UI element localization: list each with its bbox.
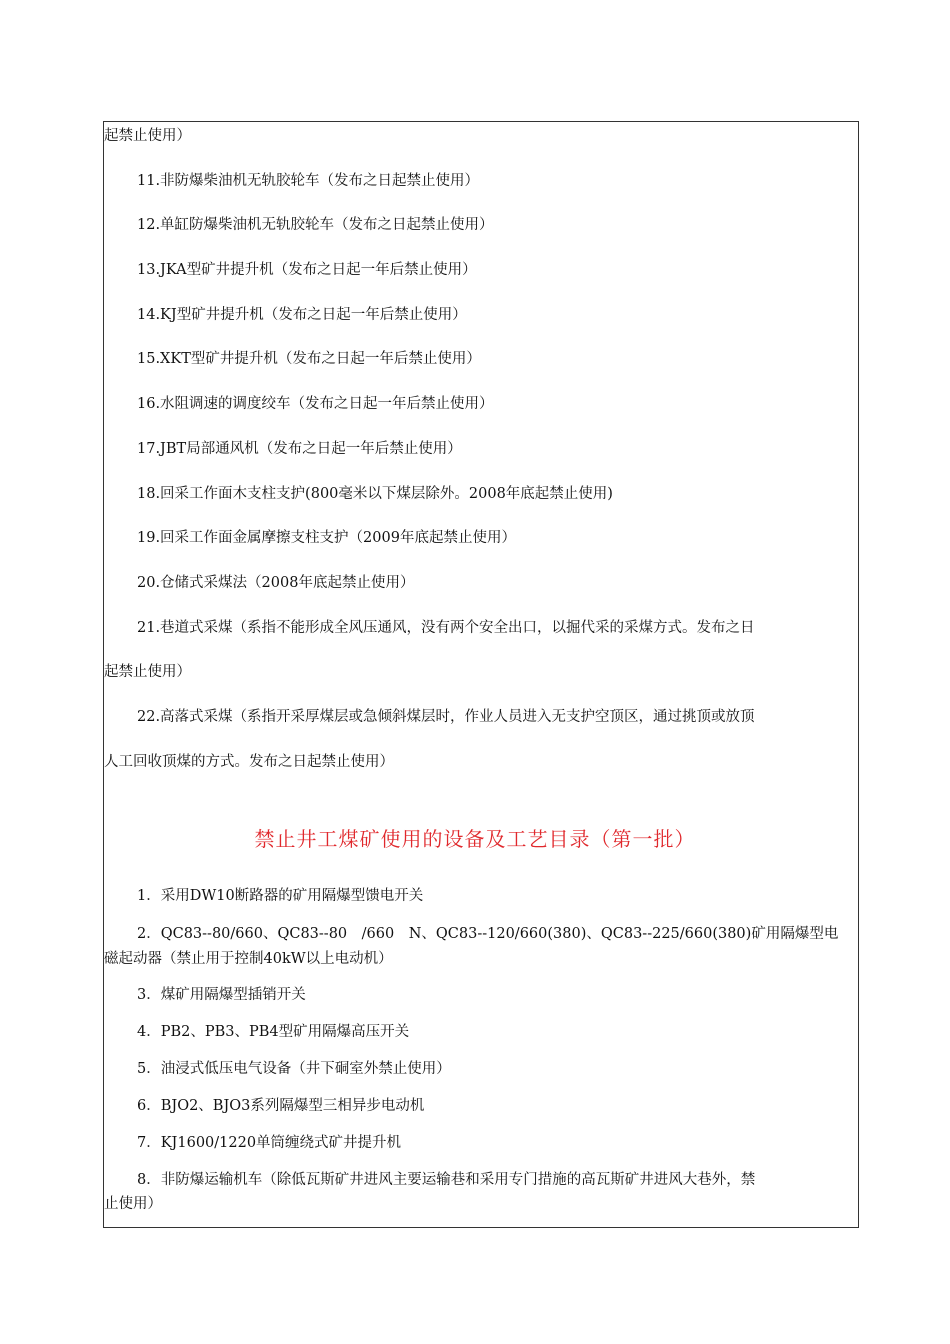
list-item: 19.回采工作面金属摩擦支柱支护（2009年底起禁止使用） (137, 530, 516, 546)
list-item: 18.回采工作面木支柱支护(800毫米以下煤层除外。2008年底起禁止使用) (137, 486, 613, 502)
list-item: 17.JBT局部通风机（发布之日起一年后禁止使用） (137, 441, 462, 457)
section-title: 禁止井工煤矿使用的设备及工艺目录（第一批） (254, 827, 696, 851)
list-item: 5．油浸式低压电气设备（井下硐室外禁止使用） (137, 1061, 451, 1077)
list-item: 12.单缸防爆柴油机无轨胶轮车（发布之日起禁止使用） (137, 217, 494, 233)
list-item: 21.巷道式采煤（系指不能形成全风压通风，没有两个安全出口，以掘代采的采煤方式。发布之日 (137, 620, 755, 636)
list-item: 起禁止使用） (104, 664, 191, 680)
list-item: 2．QC83--80/660、QC83--80 /660 N、QC83--120/660(380)、QC83--225/660(380)矿用隔爆型电 (137, 926, 839, 942)
list-item: 3．煤矿用隔爆型插销开关 (137, 987, 306, 1003)
list-item: 人工回收顶煤的方式。发布之日起禁止使用） (104, 754, 394, 770)
list-item: 8．非防爆运输机车（除低瓦斯矿井进风主要运输巷和采用专门措施的高瓦斯矿井进风大巷外，禁 (137, 1172, 756, 1188)
list-item: 20.仓储式采煤法（2008年底起禁止使用） (137, 575, 415, 591)
list-item: 止使用） (104, 1196, 162, 1212)
list-item: 13.JKA型矿井提升机（发布之日起一年后禁止使用） (137, 262, 477, 278)
list-item: 7．KJ1600/1220单筒缠绕式矿井提升机 (137, 1135, 402, 1151)
list-item: 1．采用DW10断路器的矿用隔爆型馈电开关 (137, 888, 424, 904)
list-item: 11.非防爆柴油机无轨胶轮车（发布之日起禁止使用） (137, 173, 480, 189)
list-item: 6．BJO2、BJO3系列隔爆型三相异步电动机 (137, 1098, 425, 1114)
list-item: 15.XKT型矿井提升机（发布之日起一年后禁止使用） (137, 351, 481, 367)
list-item: 磁起动器（禁止用于控制40kW以上电动机） (104, 951, 393, 967)
list-item: 16.水阻调速的调度绞车（发布之日起一年后禁止使用） (137, 396, 494, 412)
list-item: 起禁止使用） (104, 128, 191, 144)
list-item: 4．PB2、PB3、PB4型矿用隔爆高压开关 (137, 1024, 410, 1040)
list-item: 22.高落式采煤（系指开采厚煤层或急倾斜煤层时，作业人员进入无支护空顶区，通过挑顶或放顶 (137, 709, 755, 725)
list-item: 14.KJ型矿井提升机（发布之日起一年后禁止使用） (137, 307, 467, 323)
